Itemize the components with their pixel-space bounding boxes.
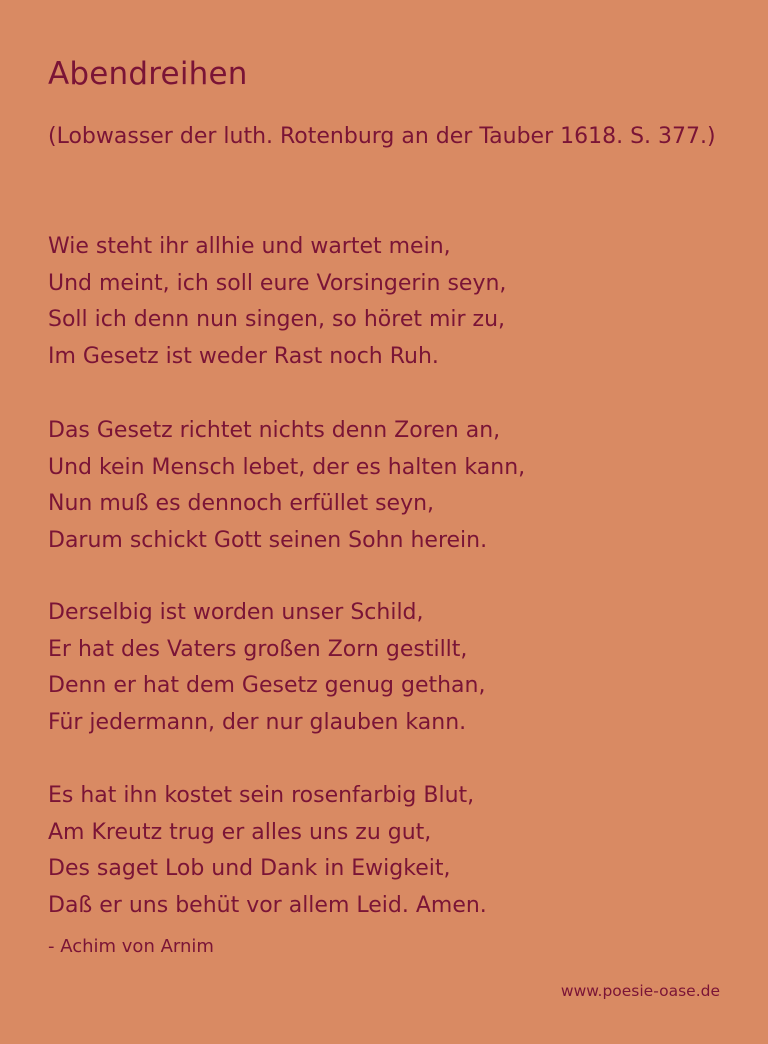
poem-line: Es hat ihn kostet sein rosenfarbig Blut, xyxy=(48,783,475,808)
poem-line: Nun muß es dennoch erfüllet seyn, xyxy=(48,491,435,516)
stanza-2 xyxy=(48,413,738,559)
poem-line: Im Gesetz ist weder Rast noch Ruh. xyxy=(48,343,439,369)
poem-line: Er hat des Vaters großen Zorn gestillt, xyxy=(48,636,468,662)
poem-line: Daß er uns behüt vor allem Leid. Amen. xyxy=(48,892,487,918)
poem-line: Und meint, ich soll eure Vorsingerin seyn, xyxy=(48,270,507,296)
poem-line: Am Kreutz trug er alles uns zu gut, xyxy=(48,819,432,845)
poem-line: Wie steht ihr allhie und wartet mein, xyxy=(48,234,451,259)
stanza-1 xyxy=(48,229,738,375)
poem-line: Des saget Lob und Dank in Ewigkeit, xyxy=(48,856,451,881)
poem-title: Abendreihen xyxy=(48,56,248,92)
poem-line: Darum schickt Gott seinen Sohn herein. xyxy=(48,527,488,553)
poem-line: Das Gesetz richtet nichts denn Zoren an, xyxy=(48,418,501,443)
poem-line: Und kein Mensch lebet, der es halten kann, xyxy=(48,454,526,480)
stanza-4 xyxy=(48,778,738,924)
poem-line: Denn er hat dem Gesetz genug gethan, xyxy=(48,673,486,698)
poem-line: Derselbig ist worden unser Schild, xyxy=(48,600,424,625)
poem-author: - Achim von Arnim xyxy=(48,936,214,957)
stanza-3 xyxy=(48,595,738,741)
poem-source: (Lobwasser der luth. Rotenburg an der Tauber 1618. S. 377.) xyxy=(48,124,716,149)
poem-line: Soll ich denn nun singen, so höret mir zu, xyxy=(48,307,506,332)
poem-line: Für jedermann, der nur glauben kann. xyxy=(48,709,467,735)
website-credit: www.poesie-oase.de xyxy=(560,982,720,1000)
